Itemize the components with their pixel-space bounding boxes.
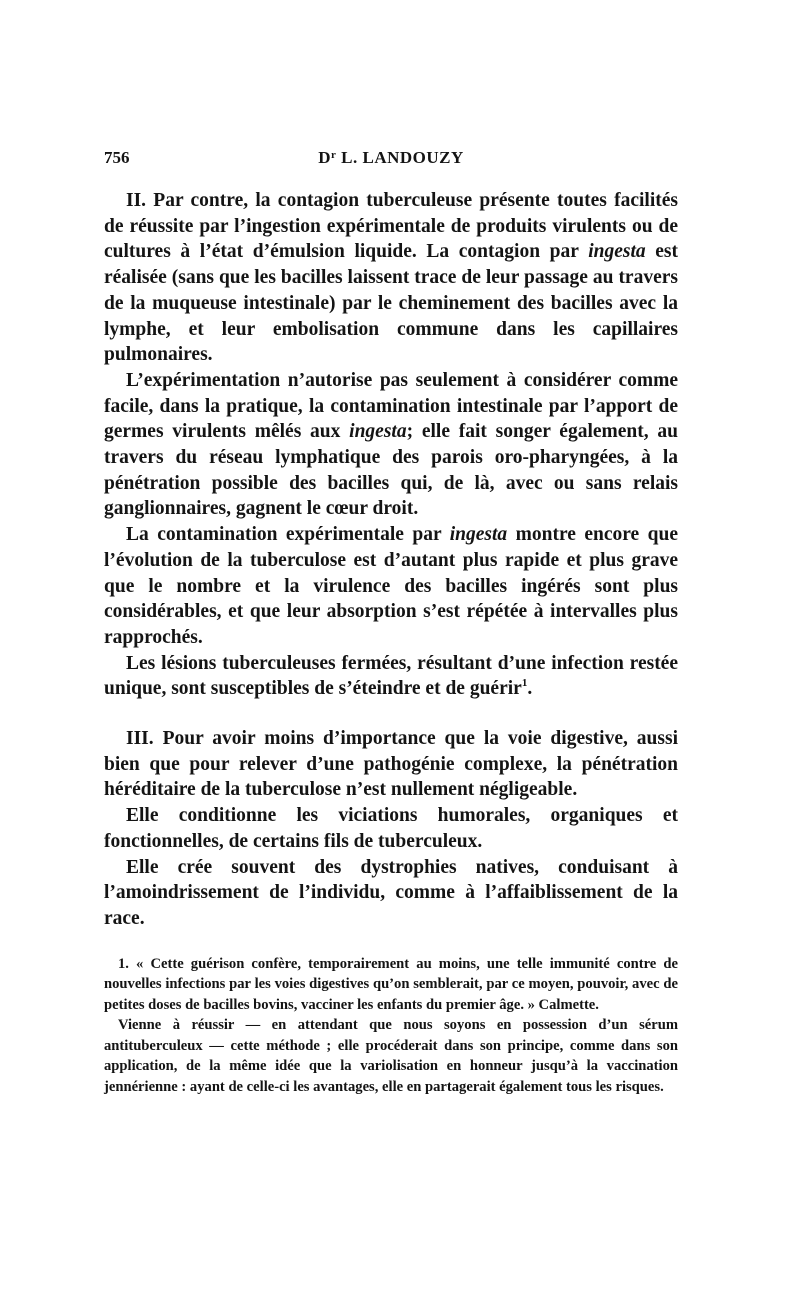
paragraph-3-emphasis: ingesta: [449, 524, 508, 546]
page-header: [104, 148, 678, 174]
paragraph-3: [104, 522, 678, 651]
paragraph-4-text: Les lésions tuberculeuses fermées, résultant d’une infection restée unique, sont susceptibles de s’éteindre et de guérir: [104, 652, 678, 700]
paragraph-2-text-end: ; elle fait songer également, au travers du réseau lymphatique des parois oro-pharyngées, à la pénétration possible des bacilles qui, de là, avec ou sans relais ganglionnaires, gagnent le cœur droit.: [104, 421, 678, 520]
footnote-1: 1. « Cette guérison confère, temporairement au moins, une telle immunité contre de nouvelles infections par les voies digestives qu’on semblerait, par ce moyen, pouvoir, avec de petites doses de bacilles bovins, vacciner les enfants du premier âge. » Calmette.: [104, 955, 678, 1013]
paragraph-4: [104, 651, 678, 702]
paragraph-1-text: II. Par contre, la contagion tuberculeuse présente toutes facilités de réussite par l’ingestion expérimentale de produits virulents ou de cultures à l’état d’émulsion liquide. La contagion par: [104, 190, 678, 263]
paragraph-6: Elle conditionne les viciations humorales, organiques et fonctionnelles, de certains fils de tuberculeux.: [104, 805, 678, 852]
paragraph-1-emphasis: ingesta: [588, 241, 646, 263]
paragraph-4-text-end: .: [527, 678, 533, 700]
paragraph-3-text: La contamination expérimentale par: [126, 524, 450, 546]
paragraph-5: III. Pour avoir moins d’importance que la voie digestive, aussi bien que pour relever d’une pathogénie complexe, la pénétration héréditaire de la tuberculose n’est nullement négligeable.: [104, 728, 678, 801]
footnote-marker: 1: [521, 677, 528, 690]
running-head-name: L. LANDOUZY: [336, 148, 464, 167]
footnotes: [104, 954, 678, 1098]
body-text: [104, 188, 678, 932]
book-page: [104, 148, 678, 1097]
running-head-sup: r: [331, 149, 337, 161]
running-head: [104, 148, 678, 168]
paragraph-7: Elle crée souvent des dystrophies natives, conduisant à l’amoindrissement de l’individu, comme à l’affaiblissement de la race.: [104, 856, 678, 929]
paragraph-3-text-end: montre encore que l’évolution de la tuberculose est d’autant plus rapide et plus grave que le nombre et la virulence des bacilles ingérés sont plus considérables, et que leur absorption s’est répétée à intervalles plus rapprochés.: [104, 524, 679, 648]
paragraph-1-text-end: est réalisée (sans que les bacilles laissent trace de leur passage au travers de la muqueuse intestinale) par le cheminement des bacilles avec la lymphe, et leur embolisation commune dans les capillaires pulmonaires.: [104, 241, 678, 366]
paragraph-2: [104, 368, 678, 522]
page-number: 756: [104, 148, 130, 167]
paragraph-1: [104, 188, 678, 368]
footnote-1-continuation: Vienne à réussir — en attendant que nous soyons en possession d’un sérum antituberculeux — cette méthode ; elle procéderait dans son principe, comme dans son application, de la même idée que la variolisation en honneur jusqu’à la vaccination jennérienne : ayant de celle-ci les avantages, elle en partagerait également tous les risques.: [104, 1017, 678, 1095]
running-head-prefix: D: [318, 148, 331, 167]
paragraph-2-emphasis: ingesta: [349, 421, 407, 443]
paragraph-2-text: L’expérimentation n’autorise pas seulement à considérer comme facile, dans la pratique, la contamination intestinale par l’apport de germes virulents mêlés aux: [104, 369, 678, 443]
